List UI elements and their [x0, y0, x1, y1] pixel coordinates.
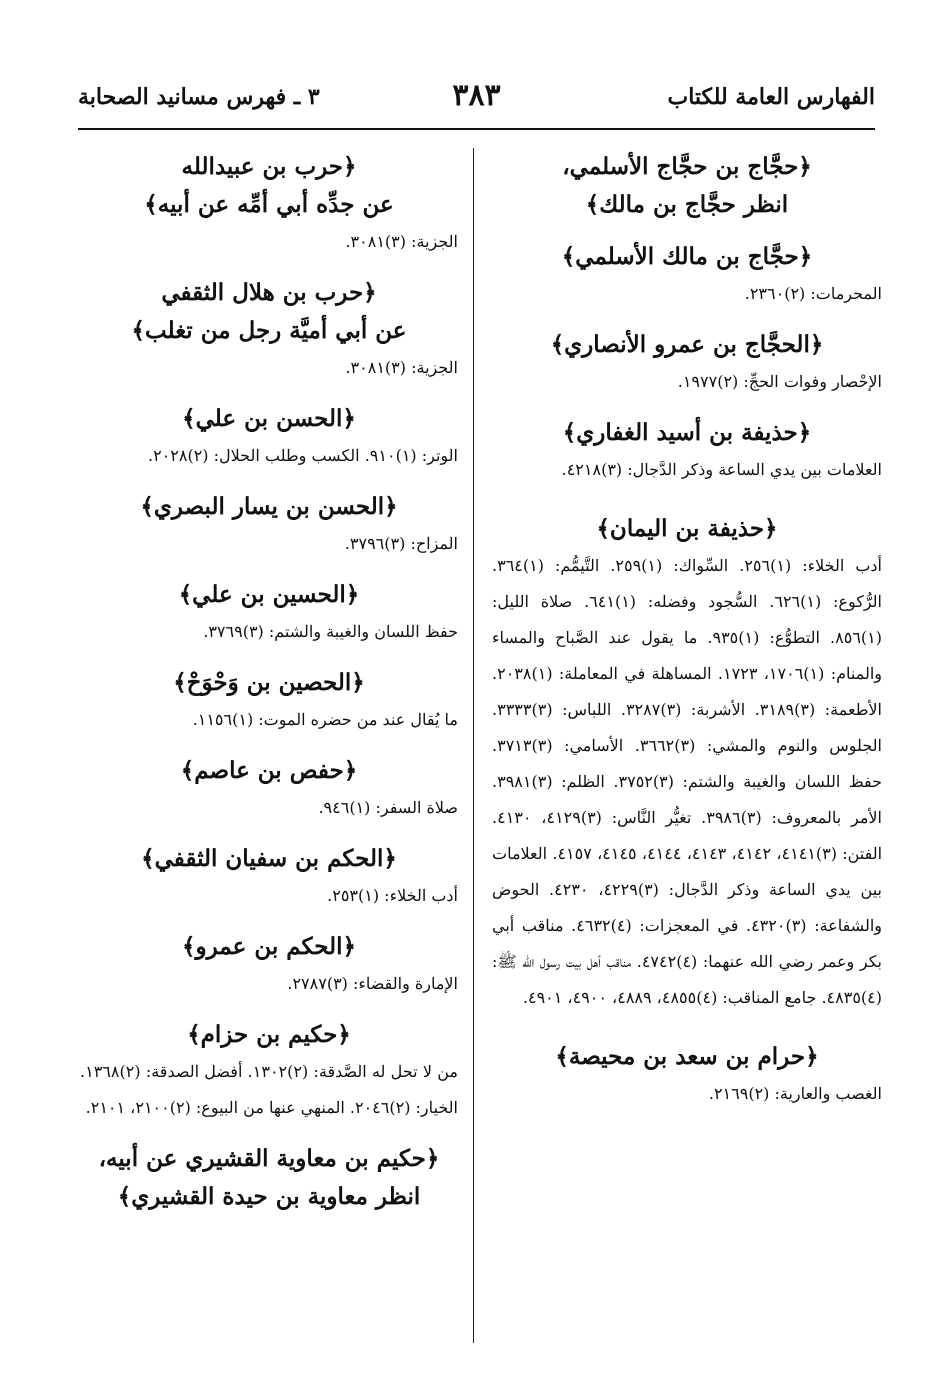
running-title-left: ٣ ـ فهرس مسانيد الصحابة — [78, 84, 320, 110]
entry-references: الجزية: (٣)٣٠٨١. — [345, 358, 458, 377]
page-number: ٣٨٣ — [452, 78, 501, 113]
index-entry — [80, 928, 458, 1002]
entry-references: أدب الخلاء: (١)٢٥٣. — [327, 886, 458, 905]
index-entry — [492, 414, 882, 488]
index-entry — [492, 510, 882, 1016]
entry-references: الغصب والعارية: (٢)٢١٦٩. — [708, 1084, 882, 1103]
running-title-right: الفهارس العامة للكتاب — [667, 84, 875, 110]
entry-references: ما يُقال عند من حضره الموت: (١)١١٥٦. — [192, 710, 458, 729]
entry-references: من لا تحل له الصَّدقة: (٢)١٣٠٢. أفضل الصدقة: (٢)١٣٦٨. الخيار: (٢)٢٠٤٦. المنهي عنها من البيوع: (٢)٢١٠٠، ٢١٠١. — [80, 1062, 458, 1117]
entry-references: صلاة السفر: (١)٩٤٦. — [318, 798, 458, 817]
index-entry — [80, 840, 458, 914]
entry-heading: ﴿الحكم بن عمرو﴾ — [182, 933, 356, 960]
index-entry — [80, 1140, 458, 1216]
entry-references: الجزية: (٣)٣٠٨١. — [345, 232, 458, 251]
index-entry — [80, 664, 458, 738]
entry-heading: ﴿حذيفة بن أسيد الغفاري﴾ — [562, 419, 812, 446]
entry-heading: ﴿حذيفة بن اليمان﴾ — [596, 515, 778, 542]
entry-heading: ﴿الحسن بن يسار البصري﴾ — [140, 493, 398, 520]
entry-heading: ﴿الحكم بن سفيان الثقفي﴾ — [141, 845, 397, 872]
entry-references: المزاح: (٣)٣٧٩٦. — [344, 534, 458, 553]
index-entry — [492, 1038, 882, 1112]
entry-heading: ﴿الحصين بن وَحْوَحْ﴾ — [173, 669, 365, 696]
entry-heading: ﴿حفص بن عاصم﴾ — [180, 757, 358, 784]
entry-heading: ﴿حرب بن عبيدالله — [181, 153, 357, 180]
entry-heading: ﴿حكيم بن حزام﴾ — [187, 1021, 351, 1048]
column-divider — [473, 148, 474, 1343]
entry-references: المحرمات: (٢)٢٣٦٠. — [744, 284, 882, 303]
entry-heading: ﴿حجَّاج بن مالك الأسلمي﴾ — [561, 243, 813, 270]
left-column — [80, 148, 458, 1230]
entry-heading: ﴿الحجَّاج بن عمرو الأنصاري﴾ — [550, 331, 824, 358]
entry-heading: ﴿حجَّاج بن حجَّاج الأسلمي، — [562, 153, 812, 180]
index-entry — [80, 148, 458, 260]
index-entry — [80, 1016, 458, 1126]
index-entry — [80, 576, 458, 650]
index-entry — [80, 400, 458, 474]
index-entry — [80, 752, 458, 826]
entry-heading: عن جدِّه أبي أمِّه عن أبيه﴾ — [144, 191, 394, 218]
page-header — [78, 78, 875, 122]
header-rule — [78, 128, 875, 130]
entry-heading: ﴿حرب بن هلال الثقفي — [161, 279, 377, 306]
entry-references: الإحْصار وفوات الحجِّ: (٢)١٩٧٧. — [677, 372, 882, 391]
entry-references: أدب الخلاء: (١)٢٥٦. السِّواك: (١)٢٥٩. التَّيمُّم: (١)٣٦٤. الرُّكوع: (١)٦٢٦. السُّجود وفضله: (١)٦٤١. صلاة الليل: (١)٨٥٦. التطوُّع: (١)٩٣٥. ما يقول عند الصَّباح والمساء والمنام: (١)١٧٠٦، ١٧٢٣. المساهلة في المعاملة: (١)٢٠٣٨. الأطعمة: (٣)٣١٨٩. الأشربة: (٣)٣٢٨٧. اللباس: (٣)٣٣٣٣. الجلوس والنوم والمشي: (٣)٣٦٦٢. الأسامي: (٣)٣٧١٣. حفظ اللسان والغيبة والشتم: (٣)٣٧٥٢. الظلم: (٣)٣٩٨١. الأمر بالمعروف: (٣)٣٩٨٦. تغيُّر النَّاس: (٣)٤١٢٩، ٤١٣٠. الفتن: (٣)٤١٤١، ٤١٤٢، ٤١٤٣، ٤١٤٤، ٤١٤٥، ٤١٥٧. العلامات بين يدي الساعة وذكر الدَّجال: (٣)٤٢٢٩، ٤٢٣٠. الحوض والشفاعة: (٣)٤٣٢٠. في المعجزات: (٤)٤٦٣٢. مناقب أبي بكر وعمر رضي الله عنهما: (٤)٤٧٤٢. مناقب أهل بيت رسول الله ﷺ: (٤)٤٨٣٥. جامع المناقب: (٤)٤٨٥٥، ٤٨٨٩، ٤٩٠٠، ٤٩٠١. — [492, 556, 883, 1007]
entry-heading: ﴿حكيم بن معاوية القشيري عن أبيه، — [98, 1145, 440, 1172]
entry-heading: ﴿حرام بن سعد بن محيصة﴾ — [555, 1043, 819, 1070]
index-entry — [80, 274, 458, 386]
index-entry — [492, 148, 882, 224]
index-entry — [80, 488, 458, 562]
entry-references: الإمارة والقضاء: (٣)٢٧٨٧. — [287, 974, 458, 993]
entry-heading: ﴿الحسن بن علي﴾ — [182, 405, 356, 432]
entry-references: الوتر: (١)٩١٠. الكسب وطلب الحلال: (٢)٢٠٢٨. — [147, 446, 458, 465]
entry-heading: انظر حجَّاج بن مالك﴾ — [585, 191, 789, 218]
index-entry — [492, 238, 882, 312]
right-column — [492, 148, 882, 1126]
entry-references: العلامات بين يدي الساعة وذكر الدَّجال: (٣)٤٢١٨. — [561, 460, 882, 479]
entry-references: حفظ اللسان والغيبة والشتم: (٣)٣٧٦٩. — [203, 622, 458, 641]
entry-heading: انظر معاوية بن حيدة القشيري﴾ — [117, 1183, 421, 1210]
entry-heading: عن أبي أميَّة رجل من تغلب﴾ — [131, 317, 407, 344]
entry-heading: ﴿الحسين بن علي﴾ — [178, 581, 360, 608]
index-entry — [492, 326, 882, 400]
